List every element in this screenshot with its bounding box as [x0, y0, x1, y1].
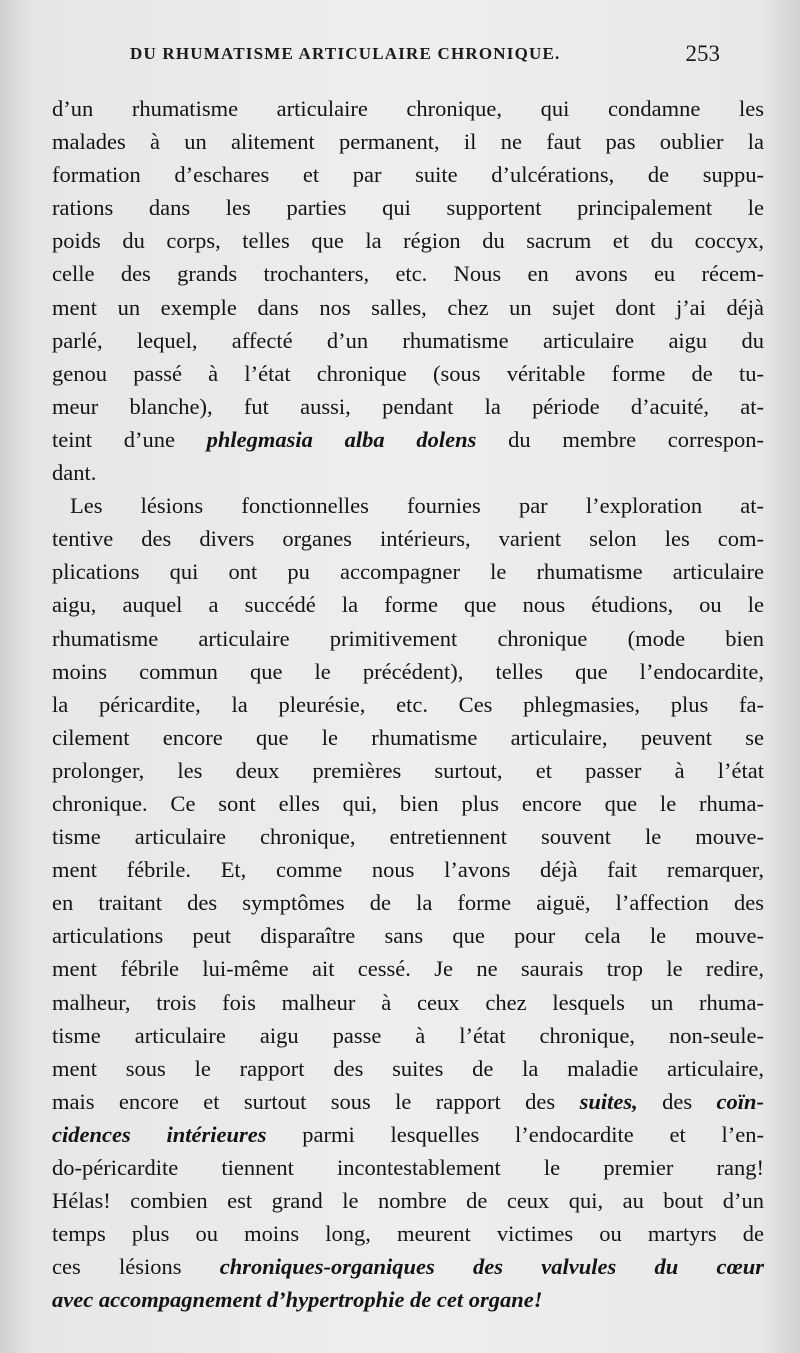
text-line — [52, 423, 764, 456]
italic-text: suites, — [579, 1088, 638, 1114]
text-run: moins commun que le précédent), telles que l’endocardite, — [52, 658, 764, 684]
text-run: genou passé à l’état chronique (sous véritable forme de tu- — [52, 360, 764, 386]
text-run: celle des grands trochanters, etc. Nous en avons eu récem- — [52, 261, 764, 287]
running-title: DU RHUMATISME ARTICULAIRE CHRONIQUE. — [130, 44, 561, 63]
page-number: 253 — [685, 41, 720, 66]
text-line — [52, 1085, 764, 1118]
body-text — [52, 92, 764, 1316]
italic-text: cidences intérieures — [52, 1121, 267, 1147]
text-line — [52, 1151, 764, 1184]
text-run: ces lésions — [52, 1254, 220, 1280]
text-line — [52, 853, 764, 886]
text-line — [52, 257, 764, 290]
text-run: ment un exemple dans nos salles, chez un sujet dont j’ai déjà — [52, 294, 764, 320]
text-line — [52, 820, 764, 853]
text-run: temps plus ou moins long, meurent victimes ou martyrs de — [52, 1221, 764, 1247]
running-header — [130, 41, 720, 74]
text-run: teint d’une — [52, 426, 207, 452]
text-run: poids du corps, telles que la région du sacrum et du coccyx, — [52, 228, 764, 254]
italic-text: phlegmasia alba dolens — [206, 426, 477, 452]
paragraph — [52, 489, 764, 1316]
text-run: ment sous le rapport des suites de la maladie articulaire, — [52, 1055, 764, 1081]
text-line — [52, 125, 764, 158]
text-line — [52, 291, 764, 324]
text-run: du membre correspon- — [476, 426, 764, 452]
text-run: malades à un alitement permanent, il ne faut pas oublier la — [52, 129, 764, 155]
text-run: tisme articulaire aigu passe à l’état chronique, non-seule- — [52, 1022, 764, 1048]
text-line — [52, 489, 764, 522]
text-run: tisme articulaire chronique, entretiennent souvent le mouve- — [52, 824, 764, 850]
text-line — [52, 588, 764, 621]
text-run: tentive des divers organes intérieurs, varient selon les com- — [52, 526, 764, 552]
text-line — [52, 688, 764, 721]
text-run: cilement encore que le rhumatisme articulaire, peuvent se — [52, 724, 764, 750]
text-run: dant. — [52, 460, 97, 486]
paragraph — [52, 92, 764, 489]
text-run: Hélas! combien est grand le nombre de ceux qui, au bout d’un — [52, 1188, 764, 1214]
text-line — [52, 986, 764, 1019]
text-line — [52, 721, 764, 754]
text-line — [52, 522, 764, 555]
text-run: ment fébrile lui-même ait cessé. Je ne saurais trop le redire, — [52, 956, 764, 982]
text-line — [52, 357, 764, 390]
italic-text: avec accompagnement d’hypertrophie de cet organe! — [52, 1287, 543, 1313]
text-run: rhumatisme articulaire primitivement chronique (mode bien — [52, 625, 764, 651]
text-line — [52, 1019, 764, 1052]
text-line — [52, 655, 764, 688]
text-run: articulations peut disparaître sans que pour cela le mouve- — [52, 923, 764, 949]
text-line — [52, 92, 764, 125]
text-line — [52, 158, 764, 191]
text-run: aigu, auquel a succédé la forme que nous étudions, ou le — [52, 592, 764, 618]
text-line — [52, 191, 764, 224]
text-run: Les lésions fonctionnelles fournies par l’exploration at- — [70, 493, 764, 519]
text-line — [52, 555, 764, 588]
text-line — [52, 886, 764, 919]
text-run: parmi lesquelles l’endocardite et l’en- — [266, 1121, 764, 1147]
text-run: prolonger, les deux premières surtout, et passer à l’état — [52, 757, 764, 783]
text-run: formation d’eschares et par suite d’ulcérations, de suppu- — [52, 162, 764, 188]
text-run: en traitant des symptômes de la forme aiguë, l’affection des — [52, 890, 764, 916]
italic-text: coïn- — [716, 1088, 765, 1114]
text-run: la péricardite, la pleurésie, etc. Ces phlegmasies, plus fa- — [52, 691, 764, 717]
text-run: malheur, trois fois malheur à ceux chez lesquels un rhuma- — [52, 989, 764, 1015]
text-line — [52, 919, 764, 952]
italic-text: chroniques-organiques des valvules du cœur — [219, 1254, 765, 1280]
text-run: ment fébrile. Et, comme nous l’avons déjà fait remarquer, — [52, 857, 764, 883]
text-line — [52, 1283, 764, 1316]
text-run: plications qui ont pu accompagner le rhumatisme articulaire — [52, 559, 764, 585]
text-run: des — [637, 1088, 717, 1114]
text-run: mais encore et surtout sous le rapport des — [52, 1088, 580, 1114]
text-line — [52, 324, 764, 357]
text-line — [52, 952, 764, 985]
text-line — [52, 224, 764, 257]
text-line — [52, 1052, 764, 1085]
text-line — [52, 1118, 764, 1151]
text-run: meur blanche), fut aussi, pendant la période d’acuité, at- — [52, 393, 764, 419]
text-line — [52, 1250, 764, 1283]
text-line — [52, 456, 764, 489]
text-run: rations dans les parties qui supportent principalement le — [52, 195, 764, 221]
text-line — [52, 754, 764, 787]
text-run: d’un rhumatisme articulaire chronique, qui condamne les — [52, 96, 764, 121]
text-line — [52, 390, 764, 423]
text-line — [52, 1217, 764, 1250]
text-run: do-péricardite tiennent incontestablement le premier rang! — [52, 1155, 764, 1180]
text-run: parlé, lequel, affecté d’un rhumatisme articulaire aigu du — [52, 327, 764, 353]
text-run: chronique. Ce sont elles qui, bien plus encore que le rhuma- — [52, 790, 764, 816]
text-line — [52, 1184, 764, 1217]
text-line — [52, 622, 764, 655]
text-line — [52, 787, 764, 820]
